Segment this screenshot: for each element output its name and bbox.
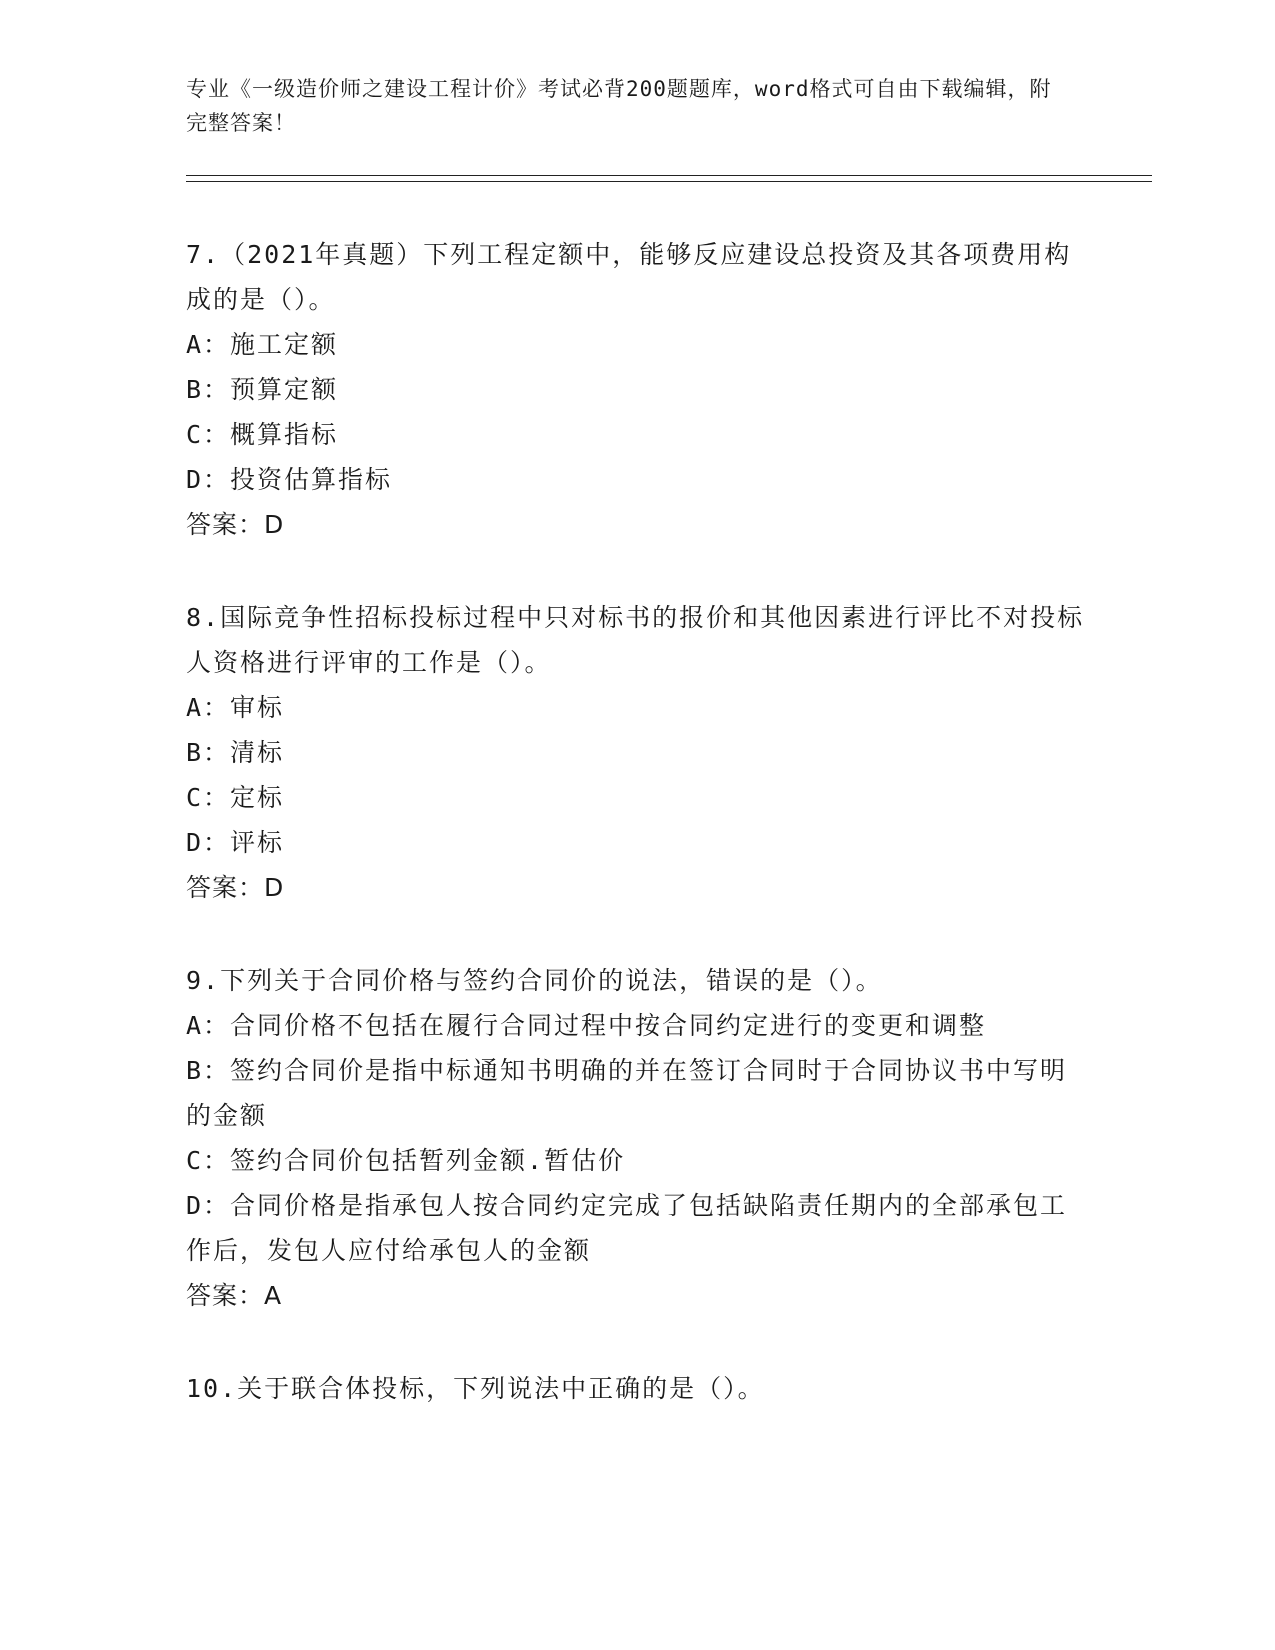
option-a: A：施工定额 [186, 330, 339, 359]
question-stem: 8.国际竞争性招标投标过程中只对标书的报价和其他因素进行评比不对投标人资格进行评审的工作是（）。 [186, 603, 1085, 677]
option-d: D：评标 [186, 828, 285, 857]
option-c: C：签约合同价包括暂列金额.暂估价 [186, 1146, 626, 1175]
answer: 答案：D [186, 510, 285, 539]
option-a: A：审标 [186, 693, 285, 722]
option-d: D：投资估算指标 [186, 465, 393, 494]
option-a: A：合同价格不包括在履行合同过程中按合同约定进行的变更和调整 [186, 1011, 987, 1040]
option-b: B：签约合同价是指中标通知书明确的并在签订合同时于合同协议书中写明的金额 [186, 1056, 1068, 1130]
option-b: B：清标 [186, 738, 285, 767]
header-divider-top [186, 175, 1152, 176]
document-header [186, 72, 1066, 140]
header-divider-bottom [186, 181, 1152, 182]
option-b: B：预算定额 [186, 375, 339, 404]
answer: 答案：A [186, 1281, 283, 1310]
header-text: 专业《一级造价师之建设工程计价》考试必背200题题库，word格式可自由下载编辑，附完整答案！ [186, 77, 1052, 135]
question-stem: 10.关于联合体投标，下列说法中正确的是（）。 [186, 1374, 765, 1403]
question-10 [186, 1366, 1086, 1411]
question-7 [186, 232, 1086, 547]
question-stem: 9.下列关于合同价格与签约合同价的说法，错误的是（）。 [186, 966, 883, 995]
option-c: C：定标 [186, 783, 285, 812]
answer: 答案：D [186, 873, 285, 902]
question-9 [186, 958, 1086, 1318]
question-8 [186, 595, 1086, 910]
option-c: C：概算指标 [186, 420, 339, 449]
question-stem: 7.（2021年真题）下列工程定额中，能够反应建设总投资及其各项费用构成的是（）。 [186, 240, 1072, 314]
option-d: D：合同价格是指承包人按合同约定完成了包括缺陷责任期内的全部承包工作后，发包人应付给承包人的金额 [186, 1191, 1068, 1265]
